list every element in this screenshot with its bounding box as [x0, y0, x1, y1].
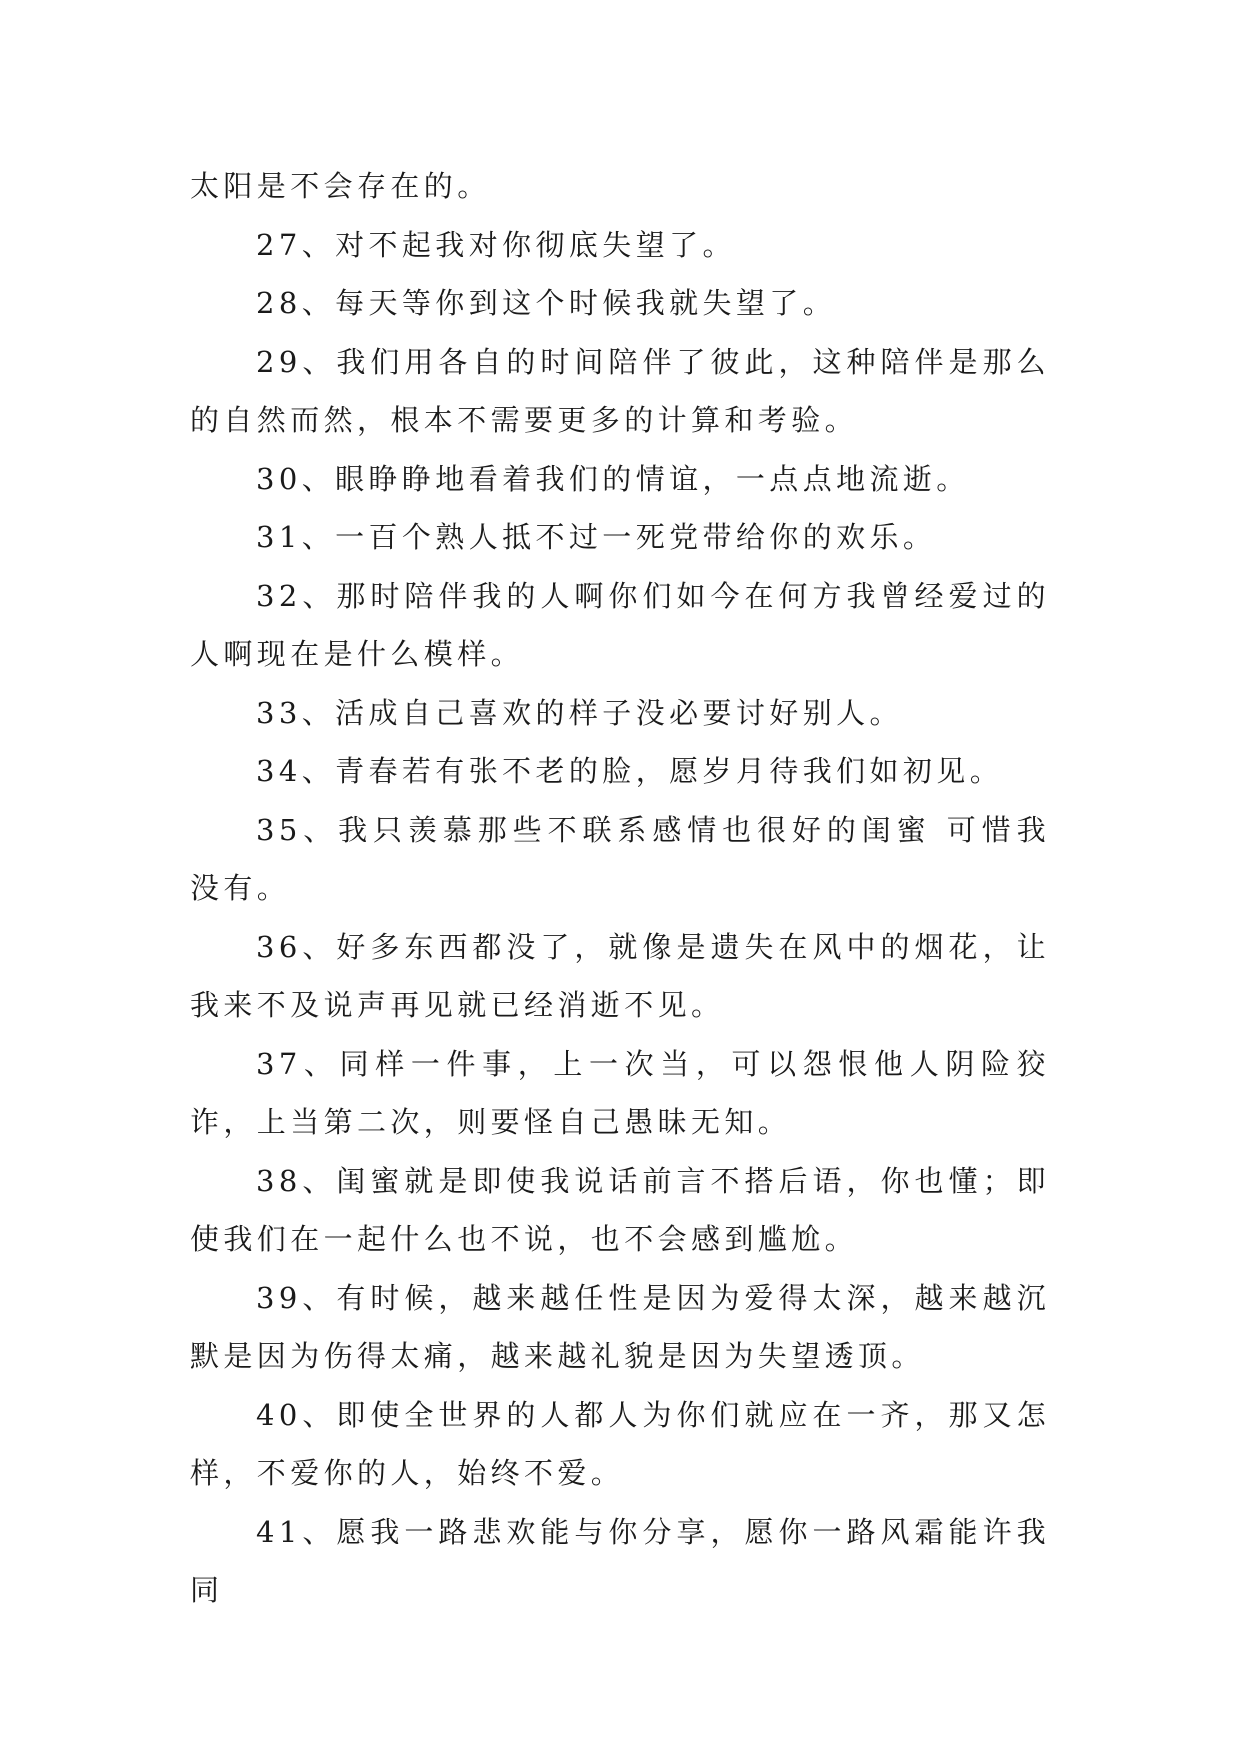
- paragraph-37: 37、同样一件事，上一次当，可以怨恨他人阴险狡诈，上当第二次，则要怪自己愚昧无知。: [190, 1046, 1050, 1139]
- paragraph-38: 38、闺蜜就是即使我说话前言不搭后语，你也懂；即使我们在一起什么也不说，也不会感到尴尬。: [190, 1163, 1050, 1256]
- paragraph-39: 39、有时候，越来越任性是因为爱得太深，越来越沉默是因为伤得太痛，越来越礼貌是因为失望透顶。: [190, 1280, 1050, 1373]
- paragraph-35: 35、我只羡慕那些不联系感情也很好的闺蜜 可惜我没有。: [190, 812, 1050, 905]
- paragraph-32: 32、那时陪伴我的人啊你们如今在何方我曾经爱过的人啊现在是什么模样。: [190, 578, 1050, 671]
- paragraph-28: 28、每天等你到这个时候我就失望了。: [256, 286, 837, 320]
- paragraph-29: 29、我们用各自的时间陪伴了彼此，这种陪伴是那么的自然而然，根本不需要更多的计算和考验。: [190, 344, 1050, 437]
- continuation-paragraph: 太阳是不会存在的。: [190, 169, 491, 203]
- paragraph-41: 41、愿我一路悲欢能与你分享，愿你一路风霜能许我同: [190, 1514, 1050, 1607]
- paragraph-36: 36、好多东西都没了，就像是遗失在风中的烟花，让我来不及说声再见就已经消逝不见。: [190, 929, 1050, 1022]
- paragraph-27: 27、对不起我对你彻底失望了。: [256, 227, 736, 262]
- paragraph-31: 31、一百个熟人抵不过一死党带给你的欢乐。: [256, 520, 937, 554]
- paragraph-33: 33、活成自己喜欢的样子没必要讨好别人。: [256, 695, 903, 730]
- paragraph-34: 34、青春若有张不老的脸，愿岁月待我们如初见。: [256, 754, 1004, 788]
- paragraph-30: 30、眼睁睁地看着我们的情谊，一点点地流逝。: [256, 461, 970, 496]
- paragraph-40: 40、即使全世界的人都人为你们就应在一齐，那又怎样，不爱你的人，始终不爱。: [190, 1397, 1050, 1490]
- document-body: [190, 157, 1050, 1620]
